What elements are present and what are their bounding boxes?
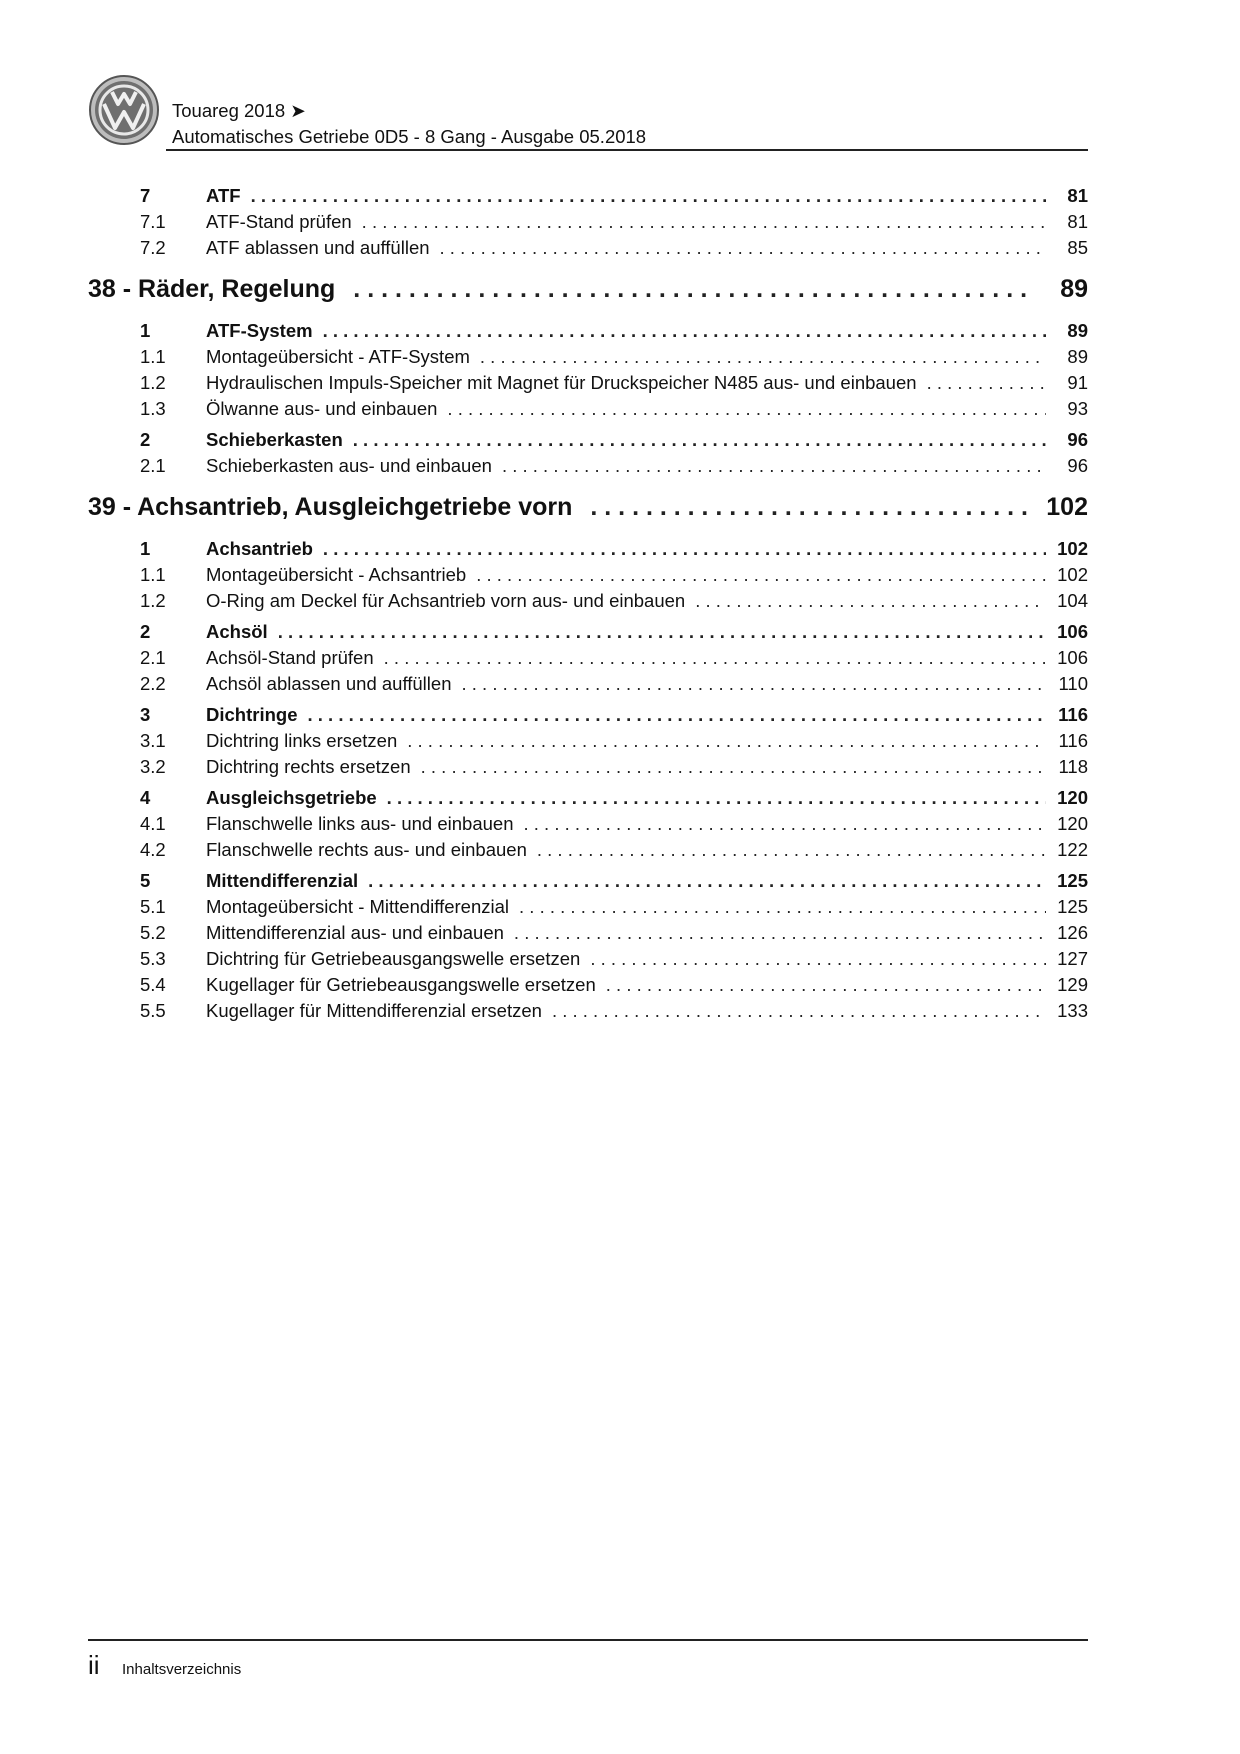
toc-dot-leader [927,372,1046,394]
toc-entry-title: Kugellager für Getriebeausgangswelle ersetzen [206,974,596,995]
toc-entry-page: 122 [1057,839,1088,860]
toc-entry-page: 89 [1067,320,1088,341]
toc-entry[interactable] [88,346,1088,372]
toc-chapter[interactable] [88,493,1088,533]
toc-entry-title: Achsöl-Stand prüfen [206,647,374,668]
toc-dot-leader [695,590,1046,612]
toc-entry-title: Dichtring links ersetzen [206,730,398,751]
footer-divider [88,1639,1088,1641]
toc-entry-title: Hydraulischen Impuls-Speicher mit Magnet für Druckspeicher N485 aus- und einbauen [206,372,917,393]
toc-dot-leader [407,730,1046,752]
toc-entry-number: 5.2 [140,922,166,943]
toc-entry-number: 7.2 [140,237,166,258]
toc-entry-page: 89 [1060,275,1088,303]
toc-entry-page: 125 [1057,896,1088,917]
toc-entry[interactable] [88,813,1088,839]
toc-entry-title: ATF-Stand prüfen [206,211,352,232]
toc-entry-title: Dichtringe [206,704,298,725]
toc-entry[interactable] [88,839,1088,865]
toc-dot-leader [384,647,1046,669]
toc-dot-leader [480,346,1046,368]
toc-entry-number: 3 [140,704,151,725]
toc-entry-number: 4 [140,787,151,808]
toc-entry-number: 5.5 [140,1000,166,1021]
toc-entry-page: 118 [1058,756,1088,777]
toc-entry-number: 1 [140,320,151,341]
toc-entry-number: 2.1 [140,647,166,668]
toc-entry-page: 106 [1057,621,1088,642]
toc-entry-number: 1.1 [140,346,166,367]
toc-dot-leader [251,185,1046,207]
toc-entry-number: 1 [140,538,151,559]
toc-entry-title: Schieberkasten aus- und einbauen [206,455,492,476]
toc-entry-number: 1.2 [140,372,166,393]
toc-dot-leader [368,870,1046,892]
toc-entry[interactable] [88,647,1088,673]
toc-entry[interactable] [88,730,1088,756]
toc-entry-page: 125 [1057,870,1088,891]
toc-dot-leader [307,704,1046,726]
toc-entry-title: 39 - Achsantrieb, Ausgleichgetriebe vorn [88,493,573,521]
toc-entry-page: 104 [1057,590,1088,611]
toc-dot-leader [524,813,1047,835]
toc-entry-number: 1.2 [140,590,166,611]
toc-entry[interactable] [88,870,1088,896]
vw-logo-icon [88,74,160,146]
toc-entry-title: Montageübersicht - ATF-System [206,346,470,367]
toc-entry-title: ATF ablassen und auffüllen [206,237,430,258]
toc-entry[interactable] [88,237,1088,263]
toc-entry-number: 5.4 [140,974,166,995]
toc-entry-page: 110 [1058,673,1088,694]
toc-entry[interactable] [88,896,1088,922]
toc-entry[interactable] [88,429,1088,455]
toc-entry[interactable] [88,974,1088,1000]
toc-entry-title: ATF [206,185,241,206]
toc-entry-number: 7.1 [140,211,166,232]
toc-entry-number: 2 [140,621,151,642]
toc-entry[interactable] [88,621,1088,647]
toc-entry[interactable] [88,455,1088,481]
header-divider [166,149,1088,151]
toc-entry[interactable] [88,564,1088,590]
toc-entry-page: 116 [1058,730,1088,751]
toc-entry-page: 129 [1057,974,1088,995]
toc-entry-page: 91 [1067,372,1088,393]
toc-entry-page: 120 [1057,813,1088,834]
toc-dot-leader [278,621,1046,643]
document-title: Touareg 2018 ➤ [172,100,306,121]
toc-entry-number: 3.1 [140,730,166,751]
toc-dot-leader [552,1000,1046,1022]
toc-entry-title: Ausgleichsgetriebe [206,787,377,808]
toc-entry-title: Montageübersicht - Mittendifferenzial [206,896,510,917]
toc-entry-title: Flanschwelle rechts aus- und einbauen [206,839,527,860]
toc-entry-title: Ölwanne aus- und einbauen [206,398,438,419]
toc-entry-title: Achsöl ablassen und auffüllen [206,673,452,694]
toc-entry-title: ATF-System [206,320,313,341]
toc-dot-leader [514,922,1046,944]
toc-entry-page: 93 [1067,398,1088,419]
page-header [88,72,1088,152]
toc-dot-leader [590,948,1046,970]
toc-dot-leader [421,756,1046,778]
toc-entry[interactable] [88,538,1088,564]
toc-dot-leader [323,538,1046,560]
toc-entry-title: Achsöl [206,621,268,642]
toc-entry[interactable] [88,1000,1088,1026]
toc-entry[interactable] [88,756,1088,782]
toc-entry[interactable] [88,787,1088,813]
toc-dot-leader [502,455,1046,477]
toc-entry-title: Kugellager für Mittendifferenzial ersetzen [206,1000,542,1021]
toc-entry-number: 7 [140,185,151,206]
toc-entry-page: 96 [1067,455,1088,476]
toc-entry[interactable] [88,673,1088,699]
toc-entry-page: 127 [1057,948,1088,969]
toc-entry-title: Dichtring rechts ersetzen [206,756,411,777]
footer-label: Inhaltsverzeichnis [122,1661,242,1678]
toc-entry-number: 1.3 [140,398,166,419]
toc-entry-number: 5.1 [140,896,166,917]
toc-dot-leader [590,493,1032,522]
toc-entry-number: 5.3 [140,948,166,969]
toc-entry-number: 3.2 [140,756,166,777]
toc-entry-title: Dichtring für Getriebeausgangswelle ersetzen [206,948,581,969]
toc-dot-leader [362,211,1046,233]
toc-entry-number: 2 [140,429,151,450]
toc-entry[interactable] [88,590,1088,616]
toc-entry-page: 81 [1067,211,1088,232]
toc-entry-title: Schieberkasten [206,429,343,450]
toc-entry[interactable] [88,398,1088,424]
toc-entry-title: Achsantrieb [206,538,313,559]
toc-entry-number: 5 [140,870,151,891]
toc-entry[interactable] [88,372,1088,398]
toc-entry-number: 2.2 [140,673,166,694]
toc-dot-leader [353,429,1046,451]
toc-dot-leader [519,896,1046,918]
toc-entry-page: 126 [1057,922,1088,943]
toc-entry-title: Mittendifferenzial [206,870,359,891]
toc-dot-leader [606,974,1046,996]
toc-entry-title: Flanschwelle links aus- und einbauen [206,813,514,834]
toc-dot-leader [461,673,1046,695]
toc-entry[interactable] [88,320,1088,346]
toc-entry-page: 106 [1057,647,1088,668]
toc-dot-leader [353,275,1032,304]
toc-dot-leader [323,320,1046,342]
footer-page-number: ii [88,1650,100,1680]
toc-chapter[interactable] [88,275,1088,315]
toc-entry-title: O-Ring am Deckel für Achsantrieb vorn aus- und einbauen [206,590,686,611]
toc-entry-page: 102 [1057,564,1088,585]
toc-entry-page: 120 [1057,787,1088,808]
toc-entry-number: 1.1 [140,564,166,585]
toc-entry-title: Mittendifferenzial aus- und einbauen [206,922,504,943]
toc-entry-page: 102 [1046,493,1088,521]
toc-entry[interactable] [88,185,1088,211]
toc-entry-title: 38 - Räder, Regelung [88,275,336,303]
toc-dot-leader [440,237,1046,259]
toc-dot-leader [537,839,1046,861]
toc-entry-page: 102 [1057,538,1088,559]
toc-entry[interactable] [88,948,1088,974]
toc-entry[interactable] [88,704,1088,730]
toc-entry-page: 89 [1067,346,1088,367]
toc-entry-page: 133 [1057,1000,1088,1021]
toc-dot-leader [447,398,1046,420]
toc-dot-leader [476,564,1046,586]
toc-entry[interactable] [88,922,1088,948]
toc-entry-page: 81 [1067,185,1088,206]
toc-entry-title: Montageübersicht - Achsantrieb [206,564,467,585]
toc-entry-number: 4.2 [140,839,166,860]
toc-entry-number: 4.1 [140,813,166,834]
table-of-contents [88,180,1088,1026]
toc-dot-leader [387,787,1046,809]
document-subtitle: Automatisches Getriebe 0D5 - 8 Gang - Ausgabe 05.2018 [172,126,647,147]
toc-entry[interactable] [88,211,1088,237]
toc-entry-number: 2.1 [140,455,166,476]
toc-entry-page: 85 [1067,237,1088,258]
toc-entry-page: 96 [1067,429,1088,450]
toc-entry-page: 116 [1058,704,1088,725]
